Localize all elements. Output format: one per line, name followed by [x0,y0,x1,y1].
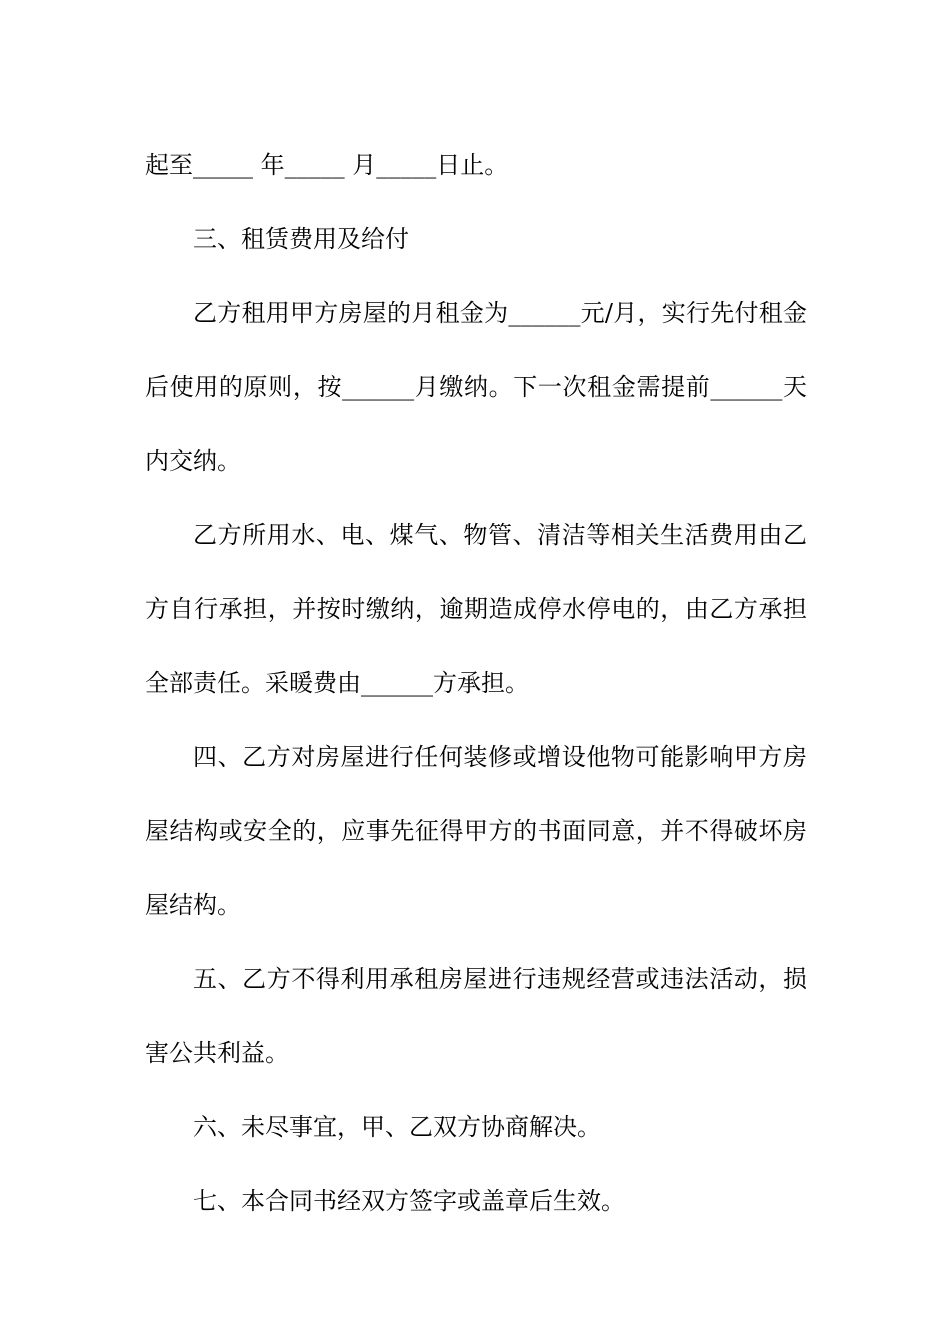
heading-rent-payment: 三、租赁费用及给付 [193,225,409,253]
clause-illegal-activity: 五、乙方不得利用承租房屋进行违规经营或违法活动，损害公共利益。 [145,965,807,1067]
clause-unresolved-matters: 六、未尽事宜，甲、乙双方协商解决。 [193,1113,601,1141]
paragraph-utility-fees: 乙方所用水、电、煤气、物管、清洁等相关生活费用由乙方自行承担，并按时缴纳，逾期造成停水停电的，由乙方承担全部责任。采暖费由______方承担。 [145,521,807,697]
document-body [145,128,807,1238]
paragraph-lease-end-date: 起至_____ 年_____ 月_____日止。 [145,151,509,179]
clause-effective: 七、本合同书经双方签字或盖章后生效。 [193,1187,625,1215]
clause-renovation: 四、乙方对房屋进行任何装修或增设他物可能影响甲方房屋结构或安全的，应事先征得甲方的书面同意，并不得破坏房屋结构。 [145,743,807,919]
paragraph-monthly-rent: 乙方租用甲方房屋的月租金为______元/月，实行先付租金后使用的原则，按______月缴纳。下一次租金需提前______天内交纳。 [145,299,807,475]
